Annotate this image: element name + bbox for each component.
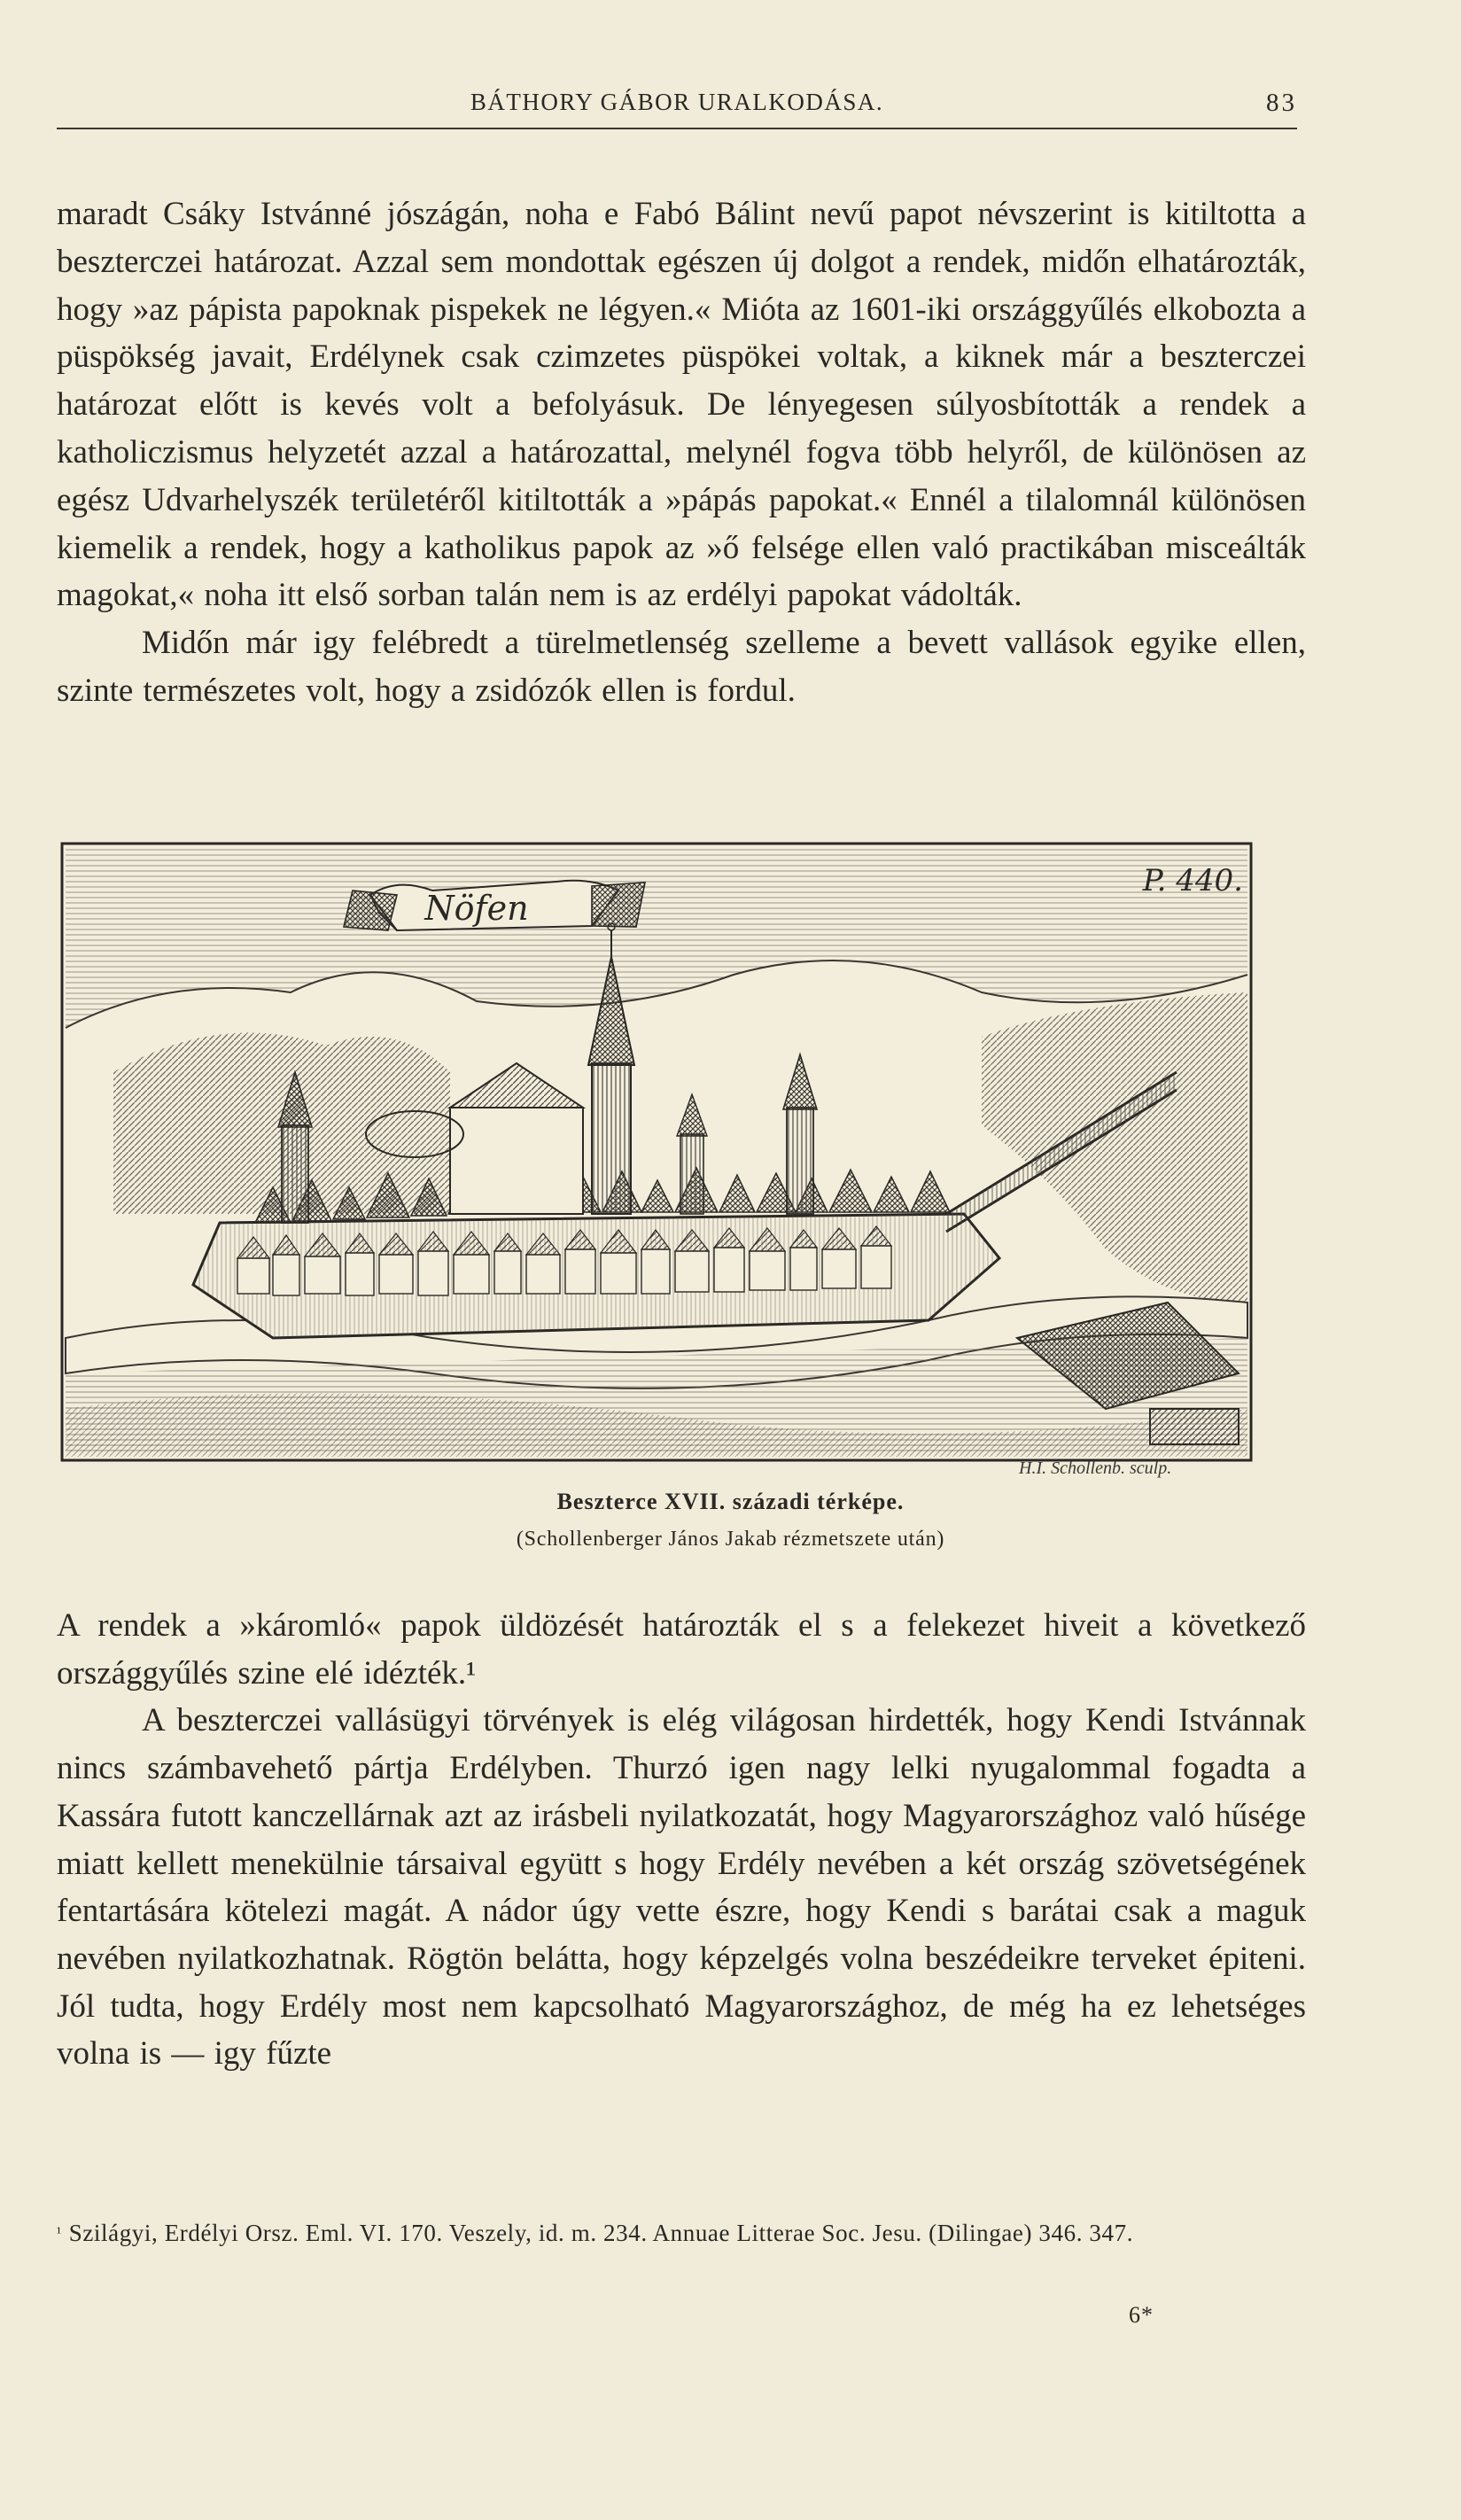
footnote-1 — [57, 2212, 1315, 2254]
footnote-text: Szilágyi, Erdélyi Orsz. Eml. VI. 170. Veszely, id. m. 234. Annuae Litterae Soc. Jesu. (Dilingae) 346. 347. — [68, 2220, 1134, 2246]
paragraph-3: A rendek a »káromló« papok üldözését határozták el s a felekezet hiveit a következő országgyűlés szine elé idézték.¹ — [57, 1607, 1306, 1692]
body-text-bottom — [57, 1602, 1306, 2078]
signature-mark: 6* — [1129, 2302, 1154, 2328]
engraving-figure — [60, 842, 1253, 1462]
plate-number: P. 440. — [1142, 863, 1243, 898]
page-number: 83 — [1266, 89, 1297, 117]
footnotes — [57, 2212, 1315, 2254]
paragraph-4: A beszterczei vallásügyi törvények is elég világosan hirdették, hogy Kendi Istvánnak nincs számbavehető pártja Erdélyben. Thurzó igen nagy lelki nyugalommal fogadta a Kassára futott kanczellárnak azt az irásbeli nyilatkozatát, hogy Magyarországhoz való hűsége miatt kellett menekülnie társaival együtt s hogy Erdély nevében a két ország szövetségének fentartására kötelezi magát. A nádor úgy vette észre, hogy Kendi s barátai csak a maguk nevében nyilatkozhatnak. Rögtön belátta, hogy képzelgés volna beszédeikre terveket épiteni. Jól tudta, hogy Erdély most nem kapcsolható Magyarországhoz, de még ha ez lehetséges volna is — igy fűzte — [57, 1702, 1306, 2073]
paragraph-2: Midőn már igy felébredt a türelmetlenség szelleme a bevett vallások egyike ellen, szinte természetes volt, hogy a zsidózók ellen is fordul. — [57, 625, 1306, 709]
running-title: BÁTHORY GÁBOR URALKODÁSA. — [470, 89, 884, 115]
paragraph-1: maradt Csáky Istvánné jószágán, noha e Fabó Bálint nevű papot névszerint is kitiltotta a beszterczei határozat. Azzal sem mondottak egészen új dolgot a rendek, midőn elhatározták, hogy »az pápista papoknak pispekek ne légyen.« Mióta az 1601-iki országgyűlés elkobozta a püspökség javait, Erdélynek csak czimzetes püspökei voltak, a kiknek már a beszterczei határozat előtt is kevés volt a befolyásuk. De lényegesen súlyosbították a rendek a katholiczismus helyzetét azzal a határozattal, melynél fogva több helyről, de különösen az egész Udvarhelyszék területéről kitiltották a »pápás papokat.« Ennél a tilalomnál különösen kiemelik a rendek, hogy a katholikus papok az »ő felsége ellen való practikában misceálták magokat,« noha itt első sorban talán nem is az erdélyi papokat vádolták. — [57, 196, 1306, 614]
footnote-mark: ¹ — [57, 2224, 62, 2241]
body-text-top — [57, 191, 1306, 715]
figure-caption: Beszterce XVII. századi térképe. — [556, 1489, 905, 1514]
running-header — [57, 89, 1297, 129]
banner-town-name: Nöfen — [424, 889, 529, 928]
engraver-signature: H.I. Schollenb. sculp. — [1019, 1458, 1172, 1478]
figure-source: (Schollenberger János Jakab rézmetszete után) — [516, 1528, 945, 1551]
town-view-engraving — [60, 842, 1253, 1462]
